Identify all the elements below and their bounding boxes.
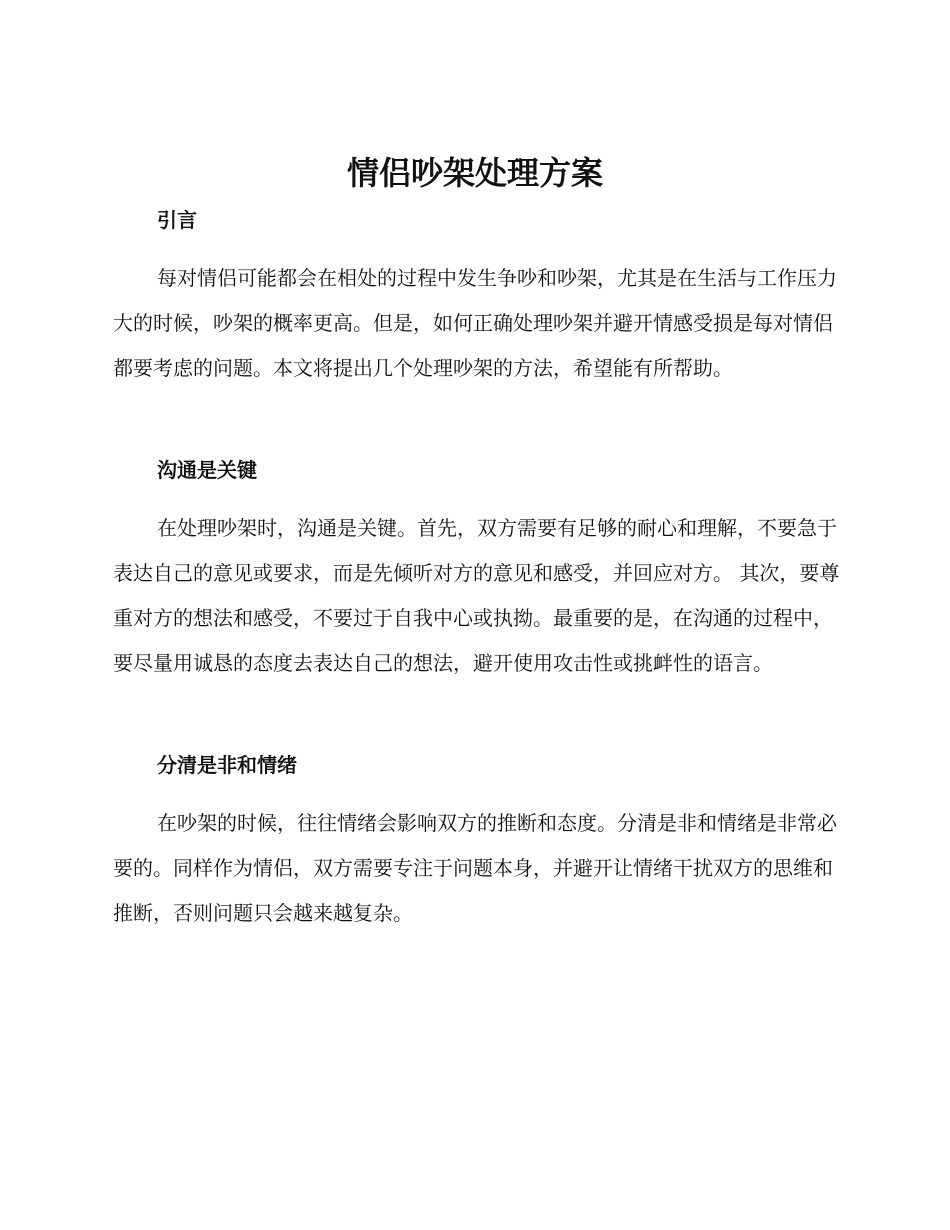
section-paragraph-communication: 在处理吵架时，沟通是关键。首先，双方需要有足够的耐心和理解，不要急于表达自己的意见或要求，而是先倾听对方的意见和感受，并回应对方。 其次，要尊重对方的想法和感受，不要过于自我中心或执拗。最重要的是，在沟通的过程中，要尽量用诚恳的态度去表达自己的想法，避开使用攻击性或挑衅性的语言。 bbox=[113, 516, 840, 675]
document-title: 情侣吵架处理方案 bbox=[346, 154, 603, 192]
section-heading-communication: 沟通是关键 bbox=[157, 458, 257, 482]
section-paragraph-emotions: 在吵架的时候，往往情绪会影响双方的推断和态度。分清是非和情绪是非常必要的。同样作为情侣，双方需要专注于问题本身，并避开让情绪干扰双方的思维和推断，否则问题只会越来越复杂。 bbox=[113, 811, 837, 925]
section-paragraph-introduction: 每对情侣可能都会在相处的过程中发生争吵和吵架，尤其是在生活与工作压力大的时候，吵架的概率更高。但是，如何正确处理吵架并避开情感受损是每对情侣都要考虑的问题。本文将提出几个处理吵架的方法，希望能有所帮助。 bbox=[113, 266, 837, 380]
section-heading-emotions: 分清是非和情绪 bbox=[157, 753, 297, 777]
section-heading-introduction: 引言 bbox=[157, 208, 197, 232]
